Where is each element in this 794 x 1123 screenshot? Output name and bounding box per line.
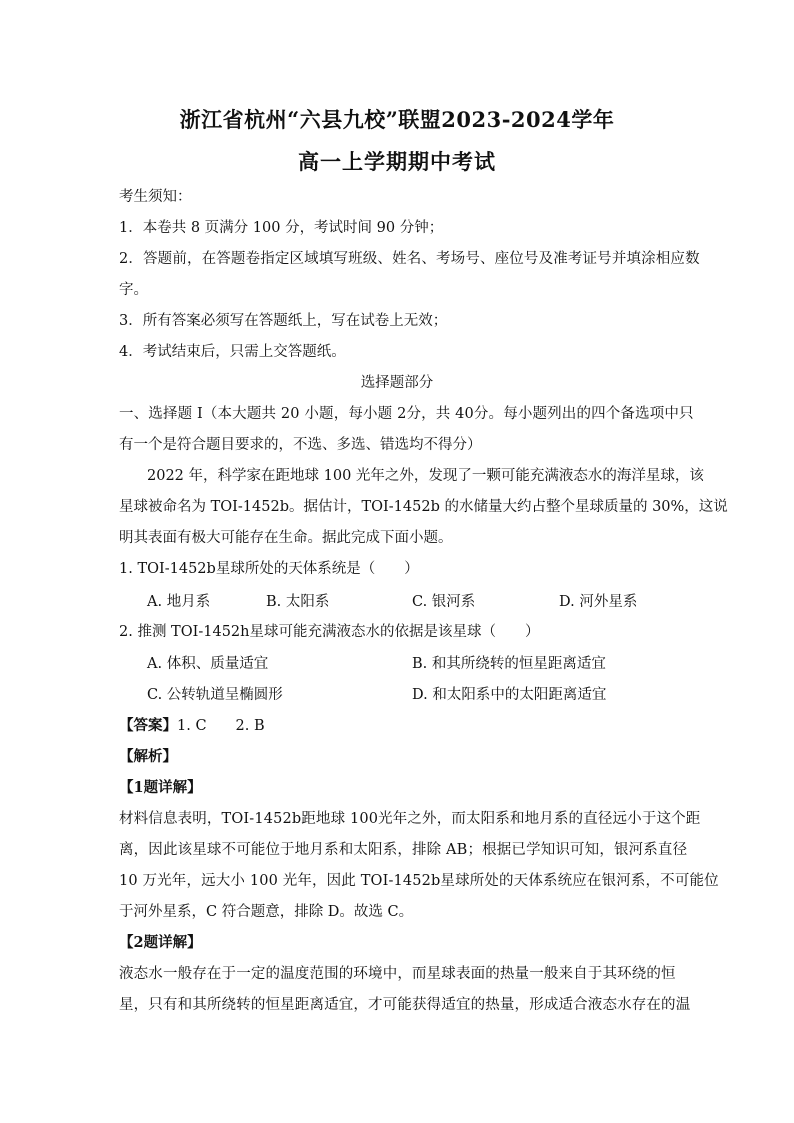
- analysis-heading: 【解析】: [119, 748, 177, 765]
- q1-option-c: C. 银河系: [412, 594, 476, 610]
- q2-option-a: A. 体积、质量适宜: [147, 656, 269, 672]
- q2-detail-line: 星，只有和其所绕转的恒星距离适宜，才可能获得适宜的热量，形成适合液态水存在的温: [119, 997, 691, 1013]
- passage-line: 明其表面有极大可能存在生命。据此完成下面小题。: [119, 530, 453, 546]
- notice-item: 2．答题前，在答题卷指定区域填写班级、姓名、考场号、座位号及准考证号并填涂相应数: [119, 251, 700, 267]
- question-1-stem: 1. TOI-1452b星球所处的天体系统是（ ）: [119, 561, 419, 577]
- notice-item: 4．考试结束后，只需上交答题纸。: [119, 344, 346, 360]
- notice-item: 1．本卷共 8 页满分 100 分，考试时间 90 分钟；: [119, 220, 444, 236]
- q1-detail-line: 材料信息表明，TOI-1452b距地球 100光年之外，而太阳系和地月系的直径远小于这个距: [119, 811, 701, 827]
- section-intro: 一、选择题 I（本大题共 20 小题，每小题 2分，共 40分。每小题列出的四个备选项中只: [119, 406, 694, 422]
- section-intro: 有一个是符合题目要求的，不选、多选、错选均不得分）: [119, 437, 482, 453]
- q1-detail-line: 离，因此该星球不可能位于地月系和太阳系，排除 AB；根据已学知识可知，银河系直径: [119, 842, 688, 858]
- passage-line: 2022 年，科学家在距地球 100 光年之外，发现了一颗可能充满液态水的海洋星球，该: [147, 468, 704, 484]
- q2-option-b: B. 和其所绕转的恒星距离适宜: [412, 656, 606, 672]
- q1-option-d: D. 河外星系: [559, 594, 638, 610]
- q2-option-d: D. 和太阳系中的太阳距离适宜: [412, 687, 607, 703]
- q2-option-c: C. 公转轨道呈椭圆形: [147, 687, 283, 703]
- answer-line: [119, 716, 265, 736]
- section-heading: 选择题部分: [360, 375, 434, 391]
- q2-detail-heading: 【2题详解】: [119, 934, 202, 951]
- notice-item: 3．所有答案必须写在答题纸上，写在试卷上无效；: [119, 313, 448, 329]
- exam-subtitle: 高一上学期期中考试: [298, 149, 496, 174]
- passage-line: 星球被命名为 TOI-1452b。据估计，TOI-1452b 的水储量大约占整个星球质量的 30%，这说: [119, 499, 728, 515]
- answer-label: 【答案】: [119, 717, 177, 734]
- q2-detail-line: 液态水一般存在于一定的温度范围的环境中，而星球表面的热量一般来自于其环绕的恒: [119, 966, 676, 982]
- question-2-stem: 2. 推测 TOI-1452h星球可能充满液态水的依据是该星球（ ）: [119, 624, 540, 640]
- notice-heading: 考生须知：: [119, 189, 192, 205]
- exam-title: 浙江省杭州“六县九校”联盟2023-2024学年: [179, 107, 615, 132]
- q1-detail-line: 10 万光年，远大小 100 光年，因此 TOI-1452b星球所处的天体系统应在银河系，不可能位: [119, 873, 719, 889]
- q1-detail-line: 于河外星系，C 符合题意，排除 D。故选 C。: [119, 904, 414, 920]
- q1-option-a: A. 地月系: [147, 594, 211, 610]
- notice-item: 字。: [119, 282, 148, 298]
- q1-option-b: B. 太阳系: [266, 594, 330, 610]
- answer-text: 1. C 2. B: [177, 718, 265, 734]
- q1-detail-heading: 【1题详解】: [119, 779, 202, 796]
